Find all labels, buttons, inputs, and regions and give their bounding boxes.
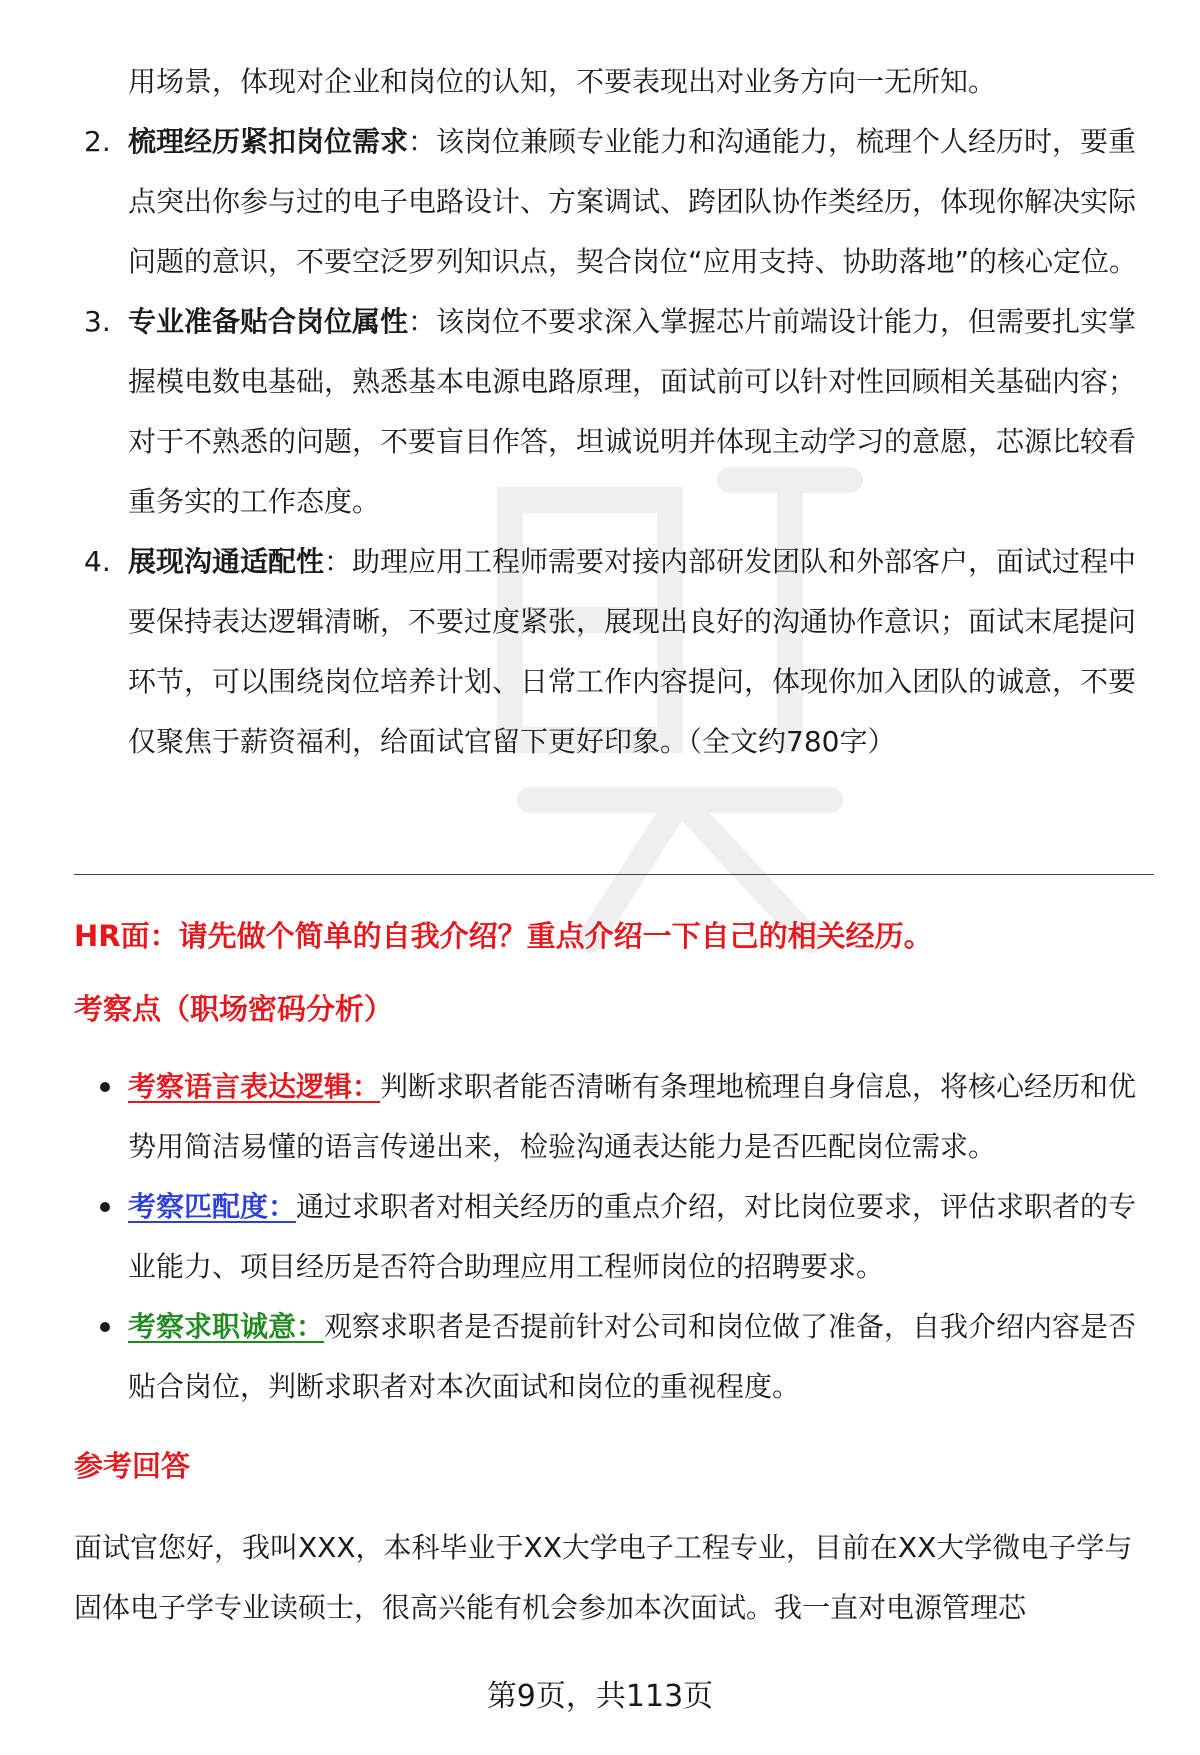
bullet-key: 考察语言表达逻辑： (128, 1070, 381, 1103)
bullet-dot (100, 1322, 110, 1332)
bullet-text: 判断求职者能否清晰有条理地梳理自身信息，将核心经历和优势用简洁易懂的语言传递出来，检验沟通表达能力是否匹配岗位需求。 (128, 1070, 1137, 1163)
bullet-text: 观察求职者是否提前针对公司和岗位做了准备，自我介绍内容是否贴合岗位，判断求职者对本次面试和岗位的重视程度。 (128, 1310, 1137, 1403)
list-number: 4. (84, 545, 111, 578)
reference-answer-heading: 参考回答 (74, 1449, 191, 1483)
reference-answer-text: 面试官您好，我叫XXX，本科毕业于XX大学电子工程专业，目前在XX大学微电子学与固体电子学专业读硕士，很高兴能有机会参加本次面试。我一直对电源管理芯 (74, 1531, 1133, 1624)
list-item-text: ：助理应用工程师需要对接内部研发团队和外部客户，面试过程中要保持表达逻辑清晰，不要过度紧张，展现出良好的沟通协作意识；面试末尾提问环节，可以围绕岗位培养计划、日常工作内容提问，体现你加入团队的诚意，不要仅聚焦于薪资福利，给面试官留下更好印象。（全文约780字） (128, 545, 1137, 758)
bullet-item (74, 1297, 1154, 1417)
analysis-bullet-list (74, 1057, 1154, 1417)
list-item (74, 532, 1154, 772)
bullet-key: 考察求职诚意： (128, 1310, 325, 1343)
list-item (74, 292, 1154, 532)
list-number: 2. (84, 125, 111, 158)
bullet-dot (100, 1082, 110, 1092)
list-number: 3. (84, 305, 111, 338)
bullet-item (74, 1177, 1154, 1297)
list-item-heading: 专业准备贴合岗位属性 (128, 305, 409, 338)
list-item-heading: 展现沟通适配性 (128, 545, 325, 578)
bullet-item (74, 1057, 1154, 1177)
bullet-key: 考察匹配度： (128, 1190, 297, 1223)
hr-question-heading: HR面：请先做个简单的自我介绍？重点介绍一下自己的相关经历。 (74, 919, 933, 953)
bullet-dot (100, 1202, 110, 1212)
page-number: 第9页，共113页 (486, 1679, 714, 1714)
list-item-heading: 梳理经历紧扣岗位需求 (128, 125, 409, 158)
list-item-text: ：该岗位不要求深入掌握芯片前端设计能力，但需要扎实掌握模电数电基础，熟悉基本电源电路原理，面试前可以针对性回顾相关基础内容；对于不熟悉的问题，不要盲目作答，坦诚说明并体现主动学习的意愿，芯源比较看重务实的工作态度。 (128, 305, 1137, 518)
list-item-continuation: 用场景，体现对企业和岗位的认知，不要表现出对业务方向一无所知。 (128, 65, 997, 98)
section-divider (74, 874, 1154, 875)
list-item (74, 112, 1154, 292)
bullet-text: 通过求职者对相关经历的重点介绍，对比岗位要求，评估求职者的专业能力、项目经历是否符合助理应用工程师岗位的招聘要求。 (128, 1190, 1137, 1283)
numbered-list (74, 52, 1154, 772)
list-item-text: ：该岗位兼顾专业能力和沟通能力，梳理个人经历时，要重点突出你参与过的电子电路设计、方案调试、跨团队协作类经历，体现你解决实际问题的意识，不要空泛罗列知识点，契合岗位“应用支持、协助落地”的核心定位。 (128, 125, 1138, 278)
analysis-heading: 考察点（职场密码分析） (74, 992, 394, 1026)
